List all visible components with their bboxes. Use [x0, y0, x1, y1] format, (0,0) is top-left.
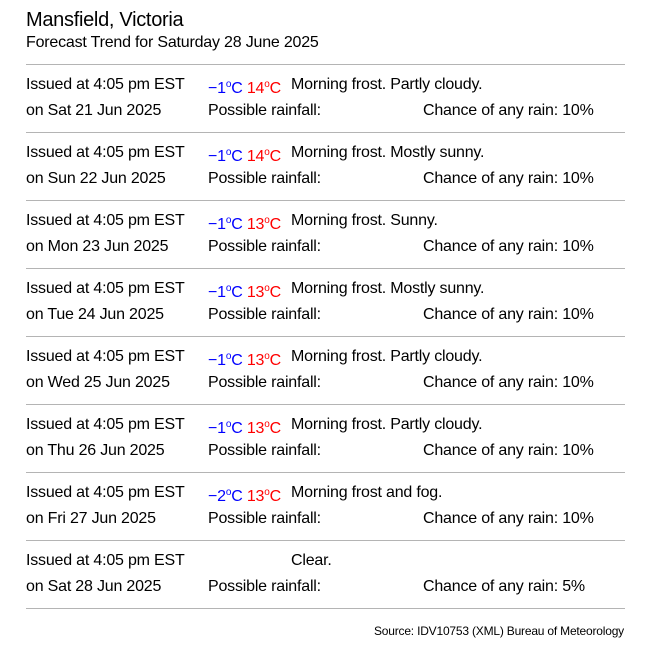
rain-chance: Chance of any rain: 5% — [423, 578, 585, 595]
possible-rainfall-label: Possible rainfall: — [208, 306, 321, 323]
forecast-description: Morning frost. Mostly sunny. — [291, 144, 485, 161]
rain-chance: Chance of any rain: 10% — [423, 306, 594, 323]
page-subtitle: Forecast Trend for Saturday 28 June 2025 — [26, 34, 319, 51]
rain-chance: Chance of any rain: 10% — [423, 170, 594, 187]
forecast-row — [26, 269, 625, 336]
max-temp: 13$^o$C — [246, 215, 281, 233]
forecast-description: Morning frost and fog. — [291, 484, 443, 501]
forecast-description: Morning frost. Partly cloudy. — [291, 416, 483, 433]
forecast-description: Clear. — [291, 552, 332, 569]
page-title: Mansfield, Victoria — [26, 9, 184, 31]
divider — [26, 608, 625, 609]
issued-date: on Wed 25 Jun 2025 — [26, 374, 170, 391]
min-temp: $-1^oC$ — [208, 79, 243, 97]
min-temp: $-1^oC$ — [208, 283, 243, 301]
issued-date: on Fri 27 Jun 2025 — [26, 510, 156, 527]
temperature-range — [208, 415, 281, 439]
forecast-list — [26, 64, 625, 609]
forecast-description: Morning frost. Partly cloudy. — [291, 76, 483, 93]
min-temp: $-1^oC$ — [208, 419, 243, 437]
possible-rainfall-label: Possible rainfall: — [208, 510, 321, 527]
forecast-row — [26, 473, 625, 540]
issued-time: Issued at 4:05 pm EST — [26, 416, 185, 433]
forecast-row — [26, 405, 625, 472]
forecast-description: Morning frost. Partly cloudy. — [291, 348, 483, 365]
forecast-row — [26, 541, 625, 608]
min-temp: $-1^oC$ — [208, 351, 243, 369]
possible-rainfall-label: Possible rainfall: — [208, 238, 321, 255]
issued-time: Issued at 4:05 pm EST — [26, 280, 185, 297]
possible-rainfall-label: Possible rainfall: — [208, 578, 321, 595]
issued-date: on Mon 23 Jun 2025 — [26, 238, 169, 255]
rain-chance: Chance of any rain: 10% — [423, 510, 594, 527]
possible-rainfall-label: Possible rainfall: — [208, 102, 321, 119]
possible-rainfall-label: Possible rainfall: — [208, 374, 321, 391]
issued-time: Issued at 4:05 pm EST — [26, 348, 185, 365]
rain-chance: Chance of any rain: 10% — [423, 442, 594, 459]
issued-time: Issued at 4:05 pm EST — [26, 76, 185, 93]
temperature-range — [208, 75, 281, 99]
issued-time: Issued at 4:05 pm EST — [26, 212, 185, 229]
source-credit: Source: IDV10753 (XML) Bureau of Meteorology — [373, 624, 624, 638]
temperature-range — [208, 211, 281, 235]
max-temp: 13$^o$C — [246, 487, 281, 505]
forecast-row — [26, 65, 625, 132]
issued-date: on Sun 22 Jun 2025 — [26, 170, 166, 187]
forecast-row — [26, 133, 625, 200]
rain-chance: Chance of any rain: 10% — [423, 102, 594, 119]
issued-time: Issued at 4:05 pm EST — [26, 552, 185, 569]
rain-chance: Chance of any rain: 10% — [423, 374, 594, 391]
max-temp: 13$^o$C — [246, 283, 281, 301]
issued-date: on Thu 26 Jun 2025 — [26, 442, 165, 459]
issued-date: on Sat 21 Jun 2025 — [26, 102, 162, 119]
issued-date: on Sat 28 Jun 2025 — [26, 578, 162, 595]
forecast-description: Morning frost. Mostly sunny. — [291, 280, 485, 297]
possible-rainfall-label: Possible rainfall: — [208, 442, 321, 459]
rain-chance: Chance of any rain: 10% — [423, 238, 594, 255]
max-temp: 14$^o$C — [246, 79, 281, 97]
temperature-range — [208, 483, 281, 507]
issued-date: on Tue 24 Jun 2025 — [26, 306, 164, 323]
max-temp: 14$^o$C — [246, 147, 281, 165]
forecast-row — [26, 201, 625, 268]
issued-time: Issued at 4:05 pm EST — [26, 484, 185, 501]
temperature-range — [208, 143, 281, 167]
issued-time: Issued at 4:05 pm EST — [26, 144, 185, 161]
forecast-description: Morning frost. Sunny. — [291, 212, 438, 229]
min-temp: $-2^oC$ — [208, 487, 243, 505]
min-temp: $-1^oC$ — [208, 147, 243, 165]
possible-rainfall-label: Possible rainfall: — [208, 170, 321, 187]
forecast-row — [26, 337, 625, 404]
min-temp: $-1^oC$ — [208, 215, 243, 233]
temperature-range — [208, 347, 281, 371]
max-temp: 13$^o$C — [246, 419, 281, 437]
max-temp: 13$^o$C — [246, 351, 281, 369]
temperature-range — [208, 279, 281, 303]
